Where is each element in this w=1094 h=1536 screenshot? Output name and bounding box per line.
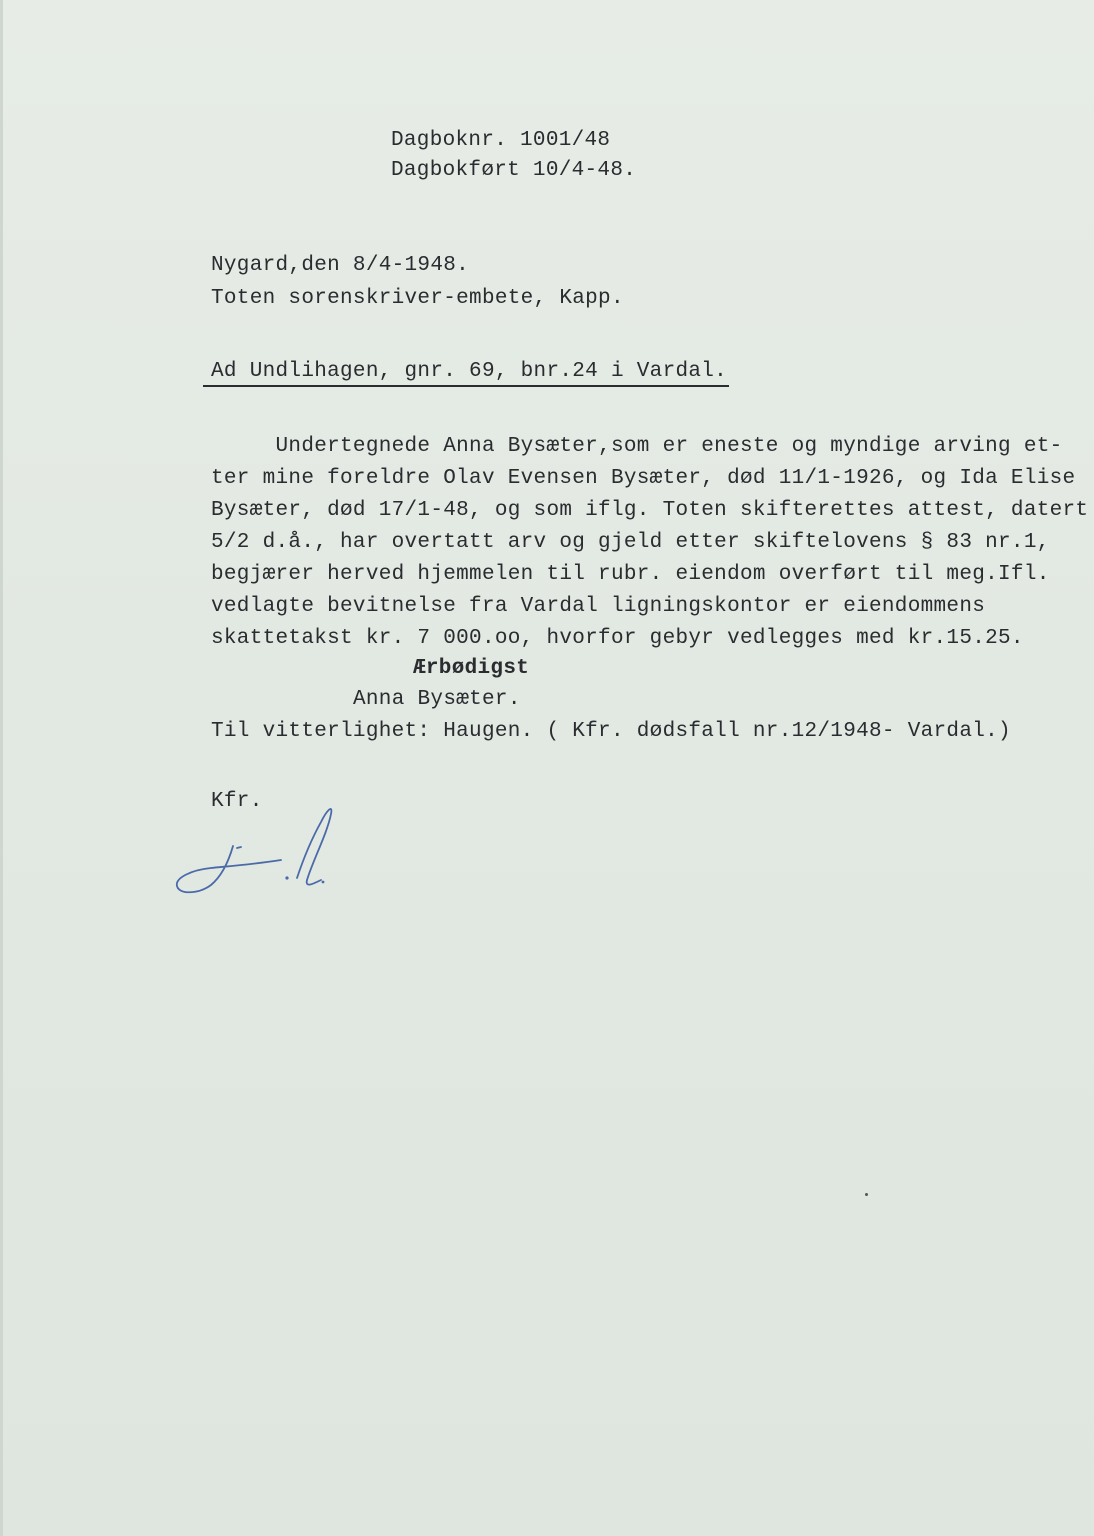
journal-number: Dagboknr. 1001/48 — [391, 129, 611, 152]
witness-line: Til vitterlighet: Haugen. ( Kfr. dødsfall nr.12/1948- Vardal.) — [211, 720, 1011, 743]
body-line-7: skattetakst kr. 7 000.oo, hvorfor gebyr vedlegges med kr.15.25. — [211, 627, 1024, 650]
subject-line: Ad Undlihagen, gnr. 69, bnr.24 i Vardal. — [211, 360, 728, 383]
signed-name: Anna Bysæter. — [353, 688, 521, 711]
journal-date: Dagbokført 10/4-48. — [391, 159, 637, 182]
subject-underline — [203, 385, 729, 387]
kfr-label: Kfr. — [211, 790, 263, 813]
closing: Ærbødigst — [413, 657, 530, 680]
body-line-6: vedlagte bevitnelse fra Vardal ligningskontor er eiendommens — [211, 595, 986, 618]
body-line-3: Bysæter, død 17/1-48, og som iflg. Toten skifterettes attest, datert — [211, 499, 1089, 522]
place-date: Nygard,den 8/4-1948. — [211, 254, 470, 277]
paper-speck — [865, 1193, 868, 1196]
handwritten-signature — [171, 800, 341, 900]
body-line-4: 5/2 d.å., har overtatt arv og gjeld etter skiftelovens § 83 nr.1, — [211, 531, 1050, 554]
body-line-1: Undertegnede Anna Bysæter,som er eneste og myndige arving et- — [211, 435, 1063, 458]
body-line-2: ter mine foreldre Olav Evensen Bysæter, død 11/1-1926, og Ida Elise — [211, 467, 1076, 490]
body-line-5: begjærer herved hjemmelen til rubr. eiendom overført til meg.Ifl. — [211, 563, 1050, 586]
recipient: Toten sorenskriver-embete, Kapp. — [211, 287, 624, 310]
